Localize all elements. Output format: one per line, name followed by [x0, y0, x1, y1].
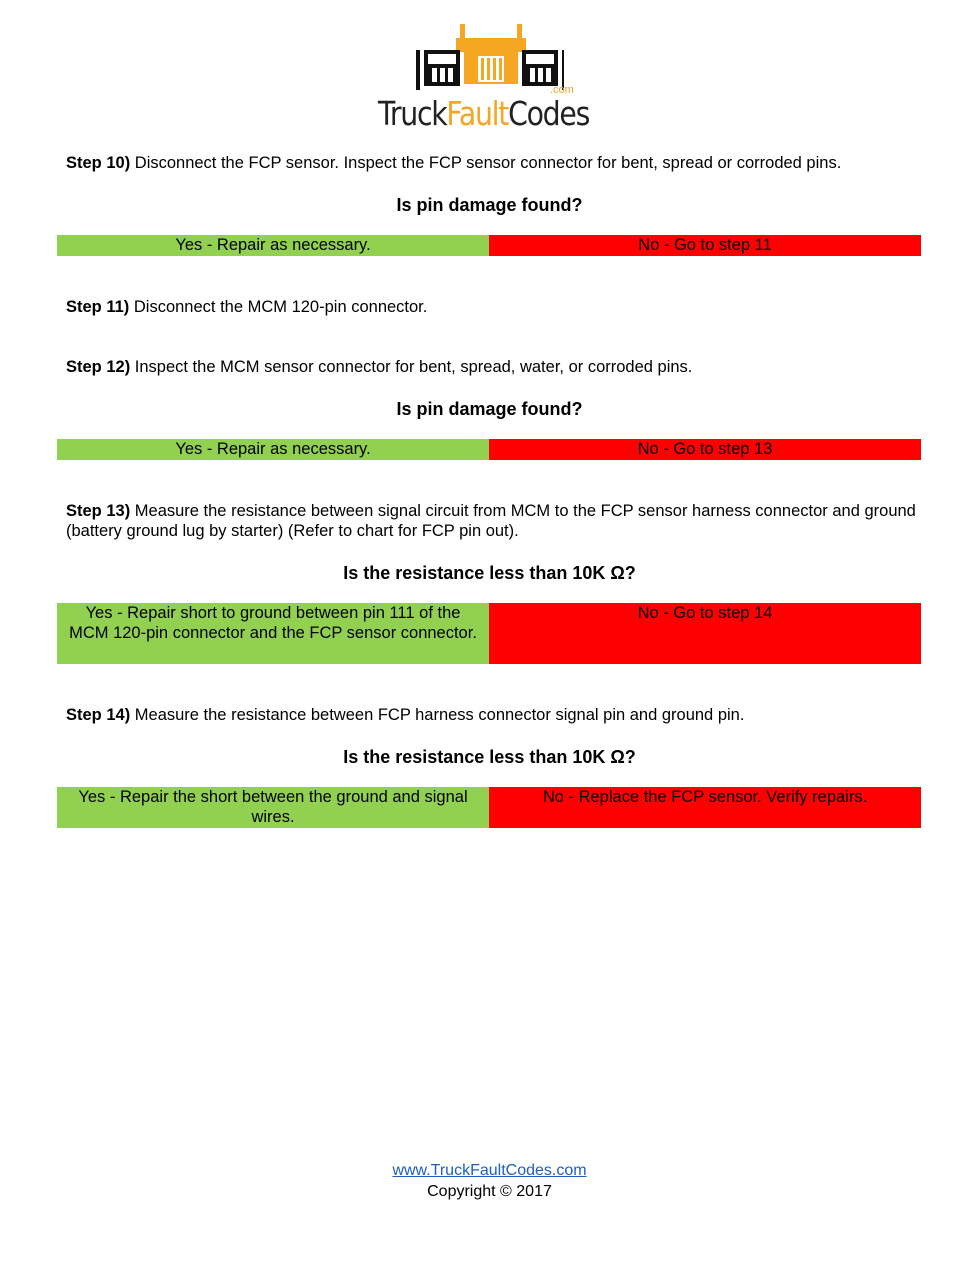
no-answer: No - Go to step 13 [489, 439, 921, 460]
yes-answer: Yes - Repair as necessary. [57, 439, 489, 460]
question-3: Is the resistance less than 10K Ω? [343, 563, 636, 583]
no-answer: No - Replace the FCP sensor. Verify repairs. [489, 787, 921, 828]
question-1: Is pin damage found? [396, 195, 583, 215]
logo-wordmark: TruckFaultCodes [378, 94, 590, 133]
yes-answer: Yes - Repair the short between the ground and signal wires. [57, 787, 489, 828]
step-text: Inspect the MCM sensor connector for bent, spread, water, or corroded pins. [130, 358, 693, 376]
question-2: Is pin damage found? [396, 399, 583, 419]
answer-row-1 [57, 235, 921, 256]
step-10 [66, 153, 916, 173]
copyright-text: Copyright © 2017 [427, 1183, 552, 1200]
step-label: Step 11) [66, 298, 130, 316]
step-13 [66, 501, 916, 541]
step-label: Step 13) [66, 502, 131, 520]
step-11 [66, 297, 916, 317]
answer-row-4 [57, 787, 921, 828]
yes-answer: Yes - Repair short to ground between pin 111 of the MCM 120-pin connector and the FCP sensor connector. [57, 603, 489, 664]
step-label: Step 12) [66, 358, 131, 376]
website-link[interactable]: www.TruckFaultCodes.com [392, 1162, 587, 1179]
yes-answer: Yes - Repair as necessary. [57, 235, 489, 256]
step-text: Disconnect the FCP sensor. Inspect the FCP sensor connector for bent, spread or corroded pins. [130, 154, 842, 172]
step-12 [66, 357, 916, 377]
step-text: Disconnect the MCM 120-pin connector. [129, 298, 428, 316]
step-label: Step 10) [66, 154, 131, 172]
logo-suffix: .com [550, 84, 574, 96]
site-logo [378, 20, 602, 133]
step-text: Measure the resistance between FCP harness connector signal pin and ground pin. [130, 706, 745, 724]
answer-row-3 [57, 603, 921, 664]
footer [0, 1160, 979, 1202]
answer-row-2 [57, 439, 921, 460]
no-answer: No - Go to step 11 [489, 235, 921, 256]
no-answer: No - Go to step 14 [489, 603, 921, 664]
question-4: Is the resistance less than 10K Ω? [343, 747, 636, 767]
step-label: Step 14) [66, 706, 131, 724]
truck-icon [414, 20, 564, 96]
step-text: Measure the resistance between signal circuit from MCM to the FCP sensor harness connector and ground (battery ground lug by starter) (Refer to chart for FCP pin out). [66, 502, 916, 540]
step-14 [66, 705, 916, 725]
